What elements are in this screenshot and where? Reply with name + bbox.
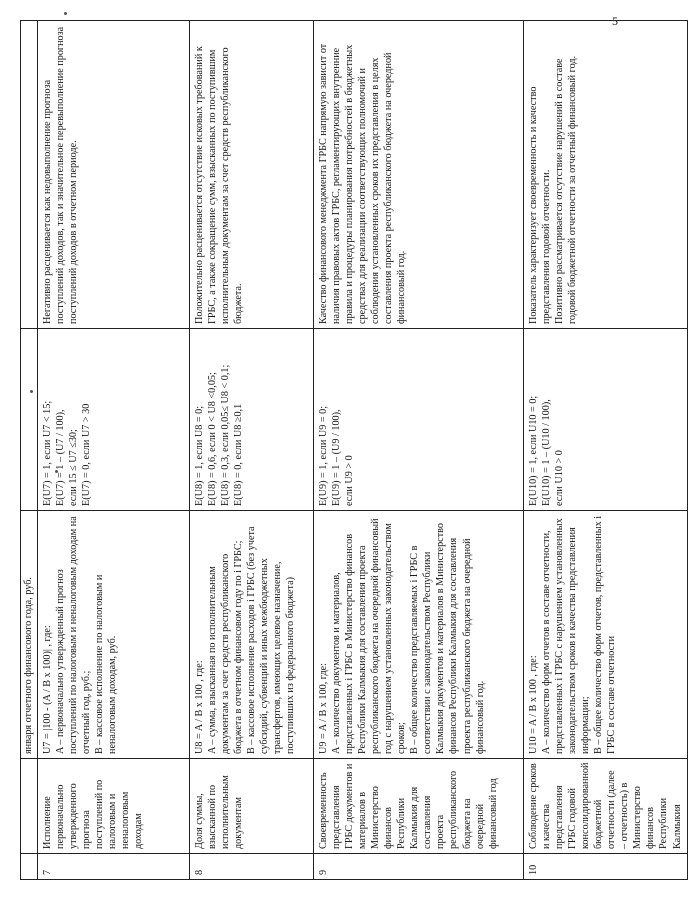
evaluation-line: E(U7) = 1 – (U7 / 100), <box>55 409 67 506</box>
comment-line: Положительно расценивается отсутствие исковых требований к ГРБС, а также сокращение сумм, взысканных по поступившим исполнительным документам за счет средств республиканского бюджета. <box>194 46 245 324</box>
indicator-formula <box>524 511 688 759</box>
row-number: 7 <box>38 854 190 880</box>
continuation-cell-empty <box>21 854 38 880</box>
indicator-name: Доля суммы, взысканной по исполнительным документам <box>190 759 314 854</box>
rotated-table-wrapper <box>20 20 683 880</box>
indicator-name: Соблюдение сроков и качества представления ГРБС годовой консолидированной бюджетной отчетности (далее – отчетность) в Министерство финансов Республики Калмыкия <box>524 759 688 854</box>
indicator-name: Своевременность представления ГРБС документов и материалов в Министерство финансов Республики Калмыкия для составления проекта республиканского бюджета на очередной финансовый год <box>314 759 524 854</box>
formula-line: B – кассовое исполнение по налоговым и неналоговым доходам, руб. <box>94 574 119 754</box>
evaluation-line: E(U10) = 1 – (U10 / 100), <box>541 399 553 506</box>
evaluation-line: если U9 > 0 <box>344 455 356 506</box>
indicator-comment <box>524 21 688 329</box>
evaluation-line: если 15 ≤ U7 ≤30; <box>68 429 80 506</box>
continuation-cell-empty <box>21 21 38 329</box>
formula-line: U8 = A / B x 100 , где: <box>194 660 205 754</box>
evaluation-line: E(U10) = 1, если U10 = 0; <box>528 395 539 506</box>
evaluation-line: E(U8) = 0,6, если 0 < U8 <0,05; <box>207 372 219 506</box>
evaluation-line: E(U7) = 1, если U7 < 15; <box>42 400 53 506</box>
indicator-formula <box>38 511 190 759</box>
indicator-comment <box>190 21 314 329</box>
table-row <box>314 21 524 880</box>
evaluation-line: E(U8) = 1, если U8 = 0; <box>194 405 205 506</box>
row-number: 9 <box>314 854 524 880</box>
indicator-evaluation <box>190 329 314 511</box>
indicator-formula <box>314 511 524 759</box>
continuation-text: января отчетного финансового года, руб. <box>21 511 38 759</box>
evaluation-line: E(U9) = 1, если U9 = 0; <box>318 405 329 506</box>
continuation-cell-empty <box>21 329 38 511</box>
indicator-evaluation <box>38 329 190 511</box>
indicator-comment <box>314 21 524 329</box>
formula-line: A – первоначально утвержденный прогноз поступлений по налоговым и неналоговым доходам на отчетный год, руб.; <box>55 516 93 754</box>
indicator-name: Исполнение первоначально утвержденного прогноза поступлений по налоговым и неналоговым доходам <box>38 759 190 854</box>
comment-line: Качество финансового менеджмента ГРБС напрямую зависит от наличия правовых актов ГРБС, регламентирующих внутренние правила и процедуры планирования потребностей в бюджетных средствах для реализации соответствующих полномочий и соблюдения установленных сроков их представления в целях составления проекта республиканского бюджета на очередной финансовый год. <box>318 43 408 324</box>
formula-line: B – общее количество форм отчетов, представленных i ГРБС в составе отчетности <box>593 515 618 754</box>
indicator-evaluation <box>314 329 524 511</box>
formula-line: B – общее количество представляемых i ГРБС в соответствии с законодательством Республики Калмыкия документов и материалов в Министерство финансов Республики Калмыкия для составления проекта республиканского бюджета на очередной финансовый год. <box>409 523 486 754</box>
scan-speck <box>64 12 67 15</box>
evaluation-line: E(U8) = 0,3, если 0,05≤ U8 < 0,1; <box>220 364 232 506</box>
table-row <box>190 21 314 880</box>
row-number: 8 <box>190 854 314 880</box>
indicator-comment <box>38 21 190 329</box>
formula-line: A – сумма, взысканная по исполнительным документам за счет средств республиканского бюджета в отчетном финансовом году по i ГРБС; <box>207 540 245 754</box>
evaluation-line: E(U8) = 0, если U8 ≥0,1 <box>233 403 245 506</box>
indicator-evaluation <box>524 329 688 511</box>
comment-line: Негативно расценивается как недовыполнение прогноза поступлений доходов, так и значительное перевыполнение прогноза поступлений доходов в отчетном периоде. <box>42 26 80 324</box>
comment-line: Позитивно рассматривается отсутствие нарушений в составе годовой бюджетной отчетности за отчетный финансовый год. <box>554 55 579 324</box>
formula-line: U9 = A / B x 100, где: <box>318 662 329 754</box>
formula-line: A – количество документов и материалов, представленных i ГРБС в Министерство финансов Республики Калмыкия для составления проекта республиканского бюджета на очередной финансовый год с нарушением установленных законодательством сроков; <box>331 518 408 754</box>
evaluation-line: если U10 > 0 <box>554 450 566 506</box>
formula-line: B – кассовое исполнение расходов i ГРБС (без учета субсидий, субвенций и иных межбюджетных трансфертов, имеющих целевое назначение, поступивших из федерального бюджета) <box>246 526 297 754</box>
page-number: 5 <box>612 14 618 28</box>
formula-line: A – количество форм отчетов в составе отчетности, представленных i ГРБС с нарушением установленных законодательством сроков и качества представления информации; <box>541 518 592 754</box>
continuation-row <box>21 21 38 880</box>
table-row <box>524 21 688 880</box>
row-number: 10 <box>524 854 688 880</box>
continuation-cell-empty <box>21 759 38 854</box>
formula-line: U10 = A / B x 100 , где: <box>528 655 539 754</box>
evaluation-line: E(U9) = 1 – (U9 / 100), <box>331 409 343 506</box>
table-row <box>38 21 190 880</box>
formula-line: U7 = |100 - (A / B x 100)| , где: <box>42 625 53 754</box>
indicators-table <box>20 20 688 880</box>
evaluation-line: E(U7) = 0, если U7 > 30 <box>81 403 93 506</box>
indicator-formula <box>190 511 314 759</box>
comment-line: Показатель характеризует своевременность и качество представления годовой отчетности. <box>528 86 553 324</box>
